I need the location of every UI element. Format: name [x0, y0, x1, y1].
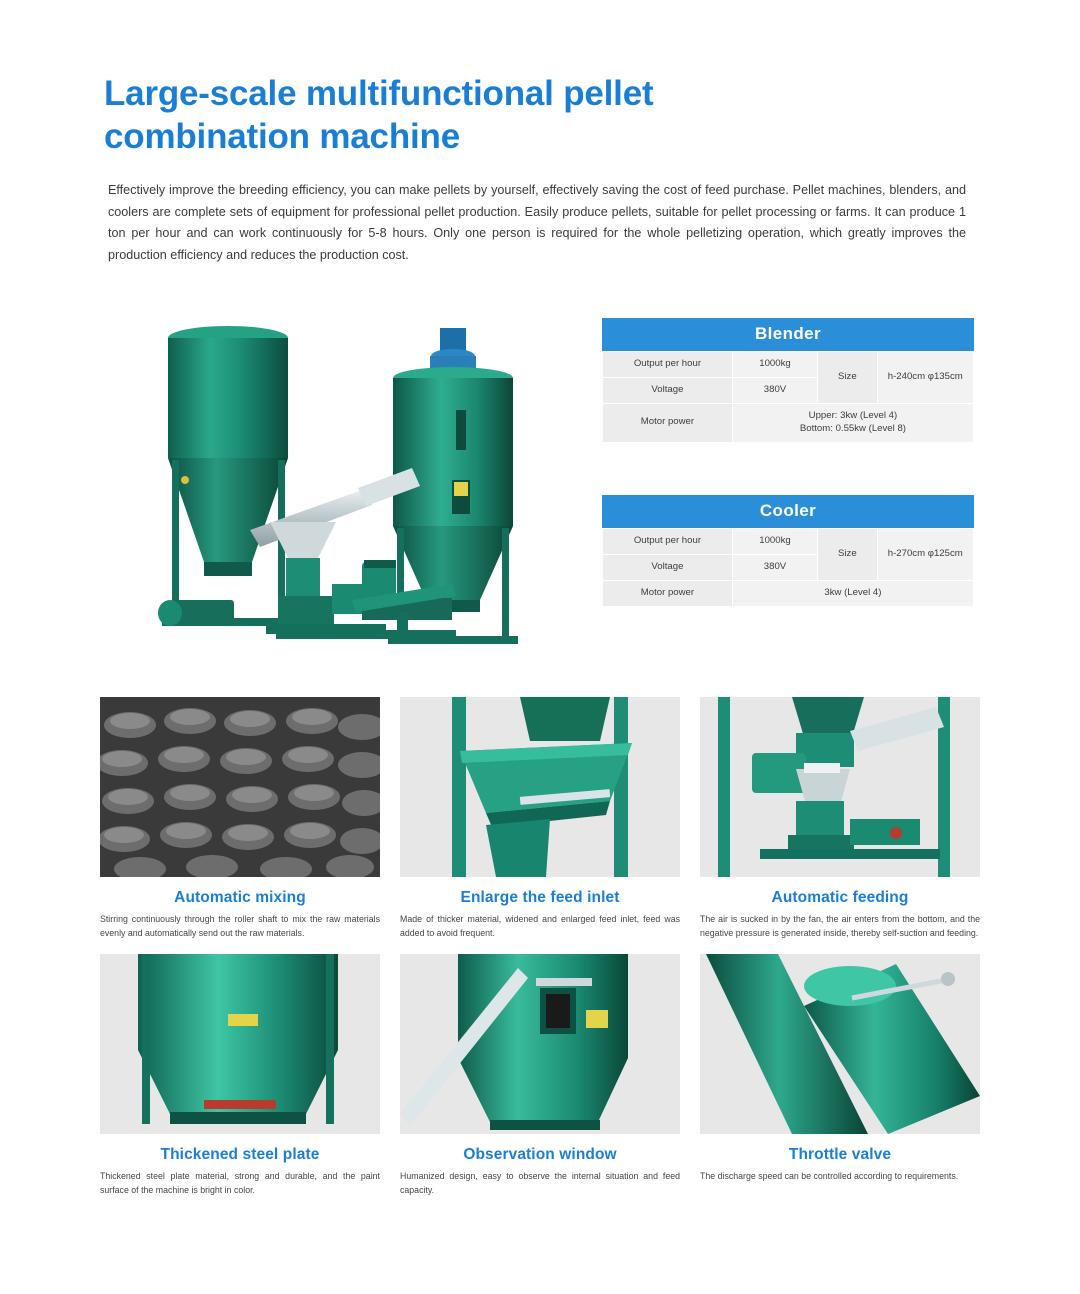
feature-title: Automatic mixing: [174, 889, 306, 906]
spec-value-size: h-270cm φ125cm: [877, 529, 973, 581]
steel-plate-photo-svg: [100, 954, 380, 1134]
feature-row-1: [100, 697, 980, 940]
feature-row-2: [100, 954, 980, 1197]
table-row: [603, 403, 974, 442]
spec-value-size: h-240cm φ135cm: [877, 352, 973, 404]
feature-card: [100, 697, 380, 940]
automatic-feeding-photo-svg: [700, 697, 980, 877]
throttle-valve-photo-svg: [700, 954, 980, 1134]
feature-title: Enlarge the feed inlet: [460, 889, 620, 906]
spec-label-output: Output per hour: [603, 352, 733, 378]
spec-table-blender: [602, 318, 974, 443]
automatic-feeding-photo: [700, 697, 980, 877]
feature-description: Thickened steel plate material, strong and durable, and the paint surface of the machine is bright in color.: [100, 1171, 380, 1195]
feature-title: Observation window: [463, 1146, 617, 1164]
spec-table-title: Cooler: [602, 495, 974, 528]
spec-label-size: Size: [818, 529, 877, 581]
spec-table-cooler: [602, 495, 974, 607]
intro-paragraph: Effectively improve the breeding efficiency, you can make pellets by yourself, effectively saving the cost of feed purchase. Pellet machines, blenders, and coolers are complete sets of equipment for professional pellet production. Easily produce pellets, suitable for pellet processing or farms. It can produce 1 ton per hour and can work continuously for 5-8 hours. Only one person is required for the whole pelletizing operation, which greatly improves the production efficiency and reduces the production cost.: [108, 183, 966, 262]
spec-value-output: 1000kg: [732, 529, 817, 555]
spec-table: [602, 351, 974, 443]
spec-table: [602, 528, 974, 607]
feed-inlet-photo-svg: [400, 697, 680, 877]
spec-label-voltage: Voltage: [603, 377, 733, 403]
spec-value-voltage: 380V: [732, 377, 817, 403]
feature-description: Stirring continuously through the roller shaft to mix the raw materials evenly and automatically send out the raw materials.: [100, 914, 380, 938]
table-row: [603, 352, 974, 378]
feature-title: Throttle valve: [788, 1146, 892, 1164]
table-row: [603, 529, 974, 555]
spec-value-voltage: 380V: [732, 554, 817, 580]
spec-value-motor-power: [732, 403, 973, 442]
spec-label-motor-power: Motor power: [603, 403, 733, 442]
spec-table-title: Blender: [602, 318, 974, 351]
feature-description: Made of thicker material, widened and enlarged feed inlet, feed was added to avoid frequent.: [400, 914, 680, 938]
auger-photo-svg: [100, 697, 380, 877]
feature-card: [400, 697, 680, 940]
thickened-steel-plate-photo: [100, 954, 380, 1134]
table-row: [603, 580, 974, 606]
feature-title: Automatic feeding: [771, 889, 909, 906]
spec-label-output: Output per hour: [603, 529, 733, 555]
spec-value-output: 1000kg: [732, 352, 817, 378]
feature-description: The discharge speed can be controlled according to requirements.: [700, 1171, 959, 1182]
motor-power-line-2: Bottom: 0.55kw (Level 8): [799, 422, 906, 434]
observation-window-photo: [400, 954, 680, 1134]
spec-label-size: Size: [818, 352, 877, 404]
page-title: Large-scale multifunctional pellet combination machine: [104, 74, 654, 157]
throttle-valve-photo: [700, 954, 980, 1134]
feature-title: Thickened steel plate: [160, 1146, 320, 1164]
feature-card: [100, 954, 380, 1197]
machine-diagram-svg: [100, 300, 570, 670]
auger-roller-shaft-photo: [100, 697, 380, 877]
spec-value-motor-power: [732, 580, 973, 606]
hero-machine-illustration: [100, 300, 570, 670]
observation-window-photo-svg: [400, 954, 680, 1134]
spec-label-voltage: Voltage: [603, 554, 733, 580]
feature-card: [400, 954, 680, 1197]
feature-description: The air is sucked in by the fan, the air enters from the bottom, and the negative pressure is generated inside, thereby self-suction and feeding.: [700, 914, 980, 938]
feature-description: Humanized design, easy to observe the internal situation and feed capacity.: [400, 1171, 680, 1195]
feature-card: [700, 697, 980, 940]
motor-power-line-1: 3kw (Level 4): [824, 586, 882, 598]
feature-card: [700, 954, 980, 1197]
feature-grid: [100, 697, 980, 1212]
enlarged-feed-inlet-photo: [400, 697, 680, 877]
motor-power-line-1: Upper: 3kw (Level 4): [808, 409, 898, 421]
spec-label-motor-power: Motor power: [603, 580, 733, 606]
